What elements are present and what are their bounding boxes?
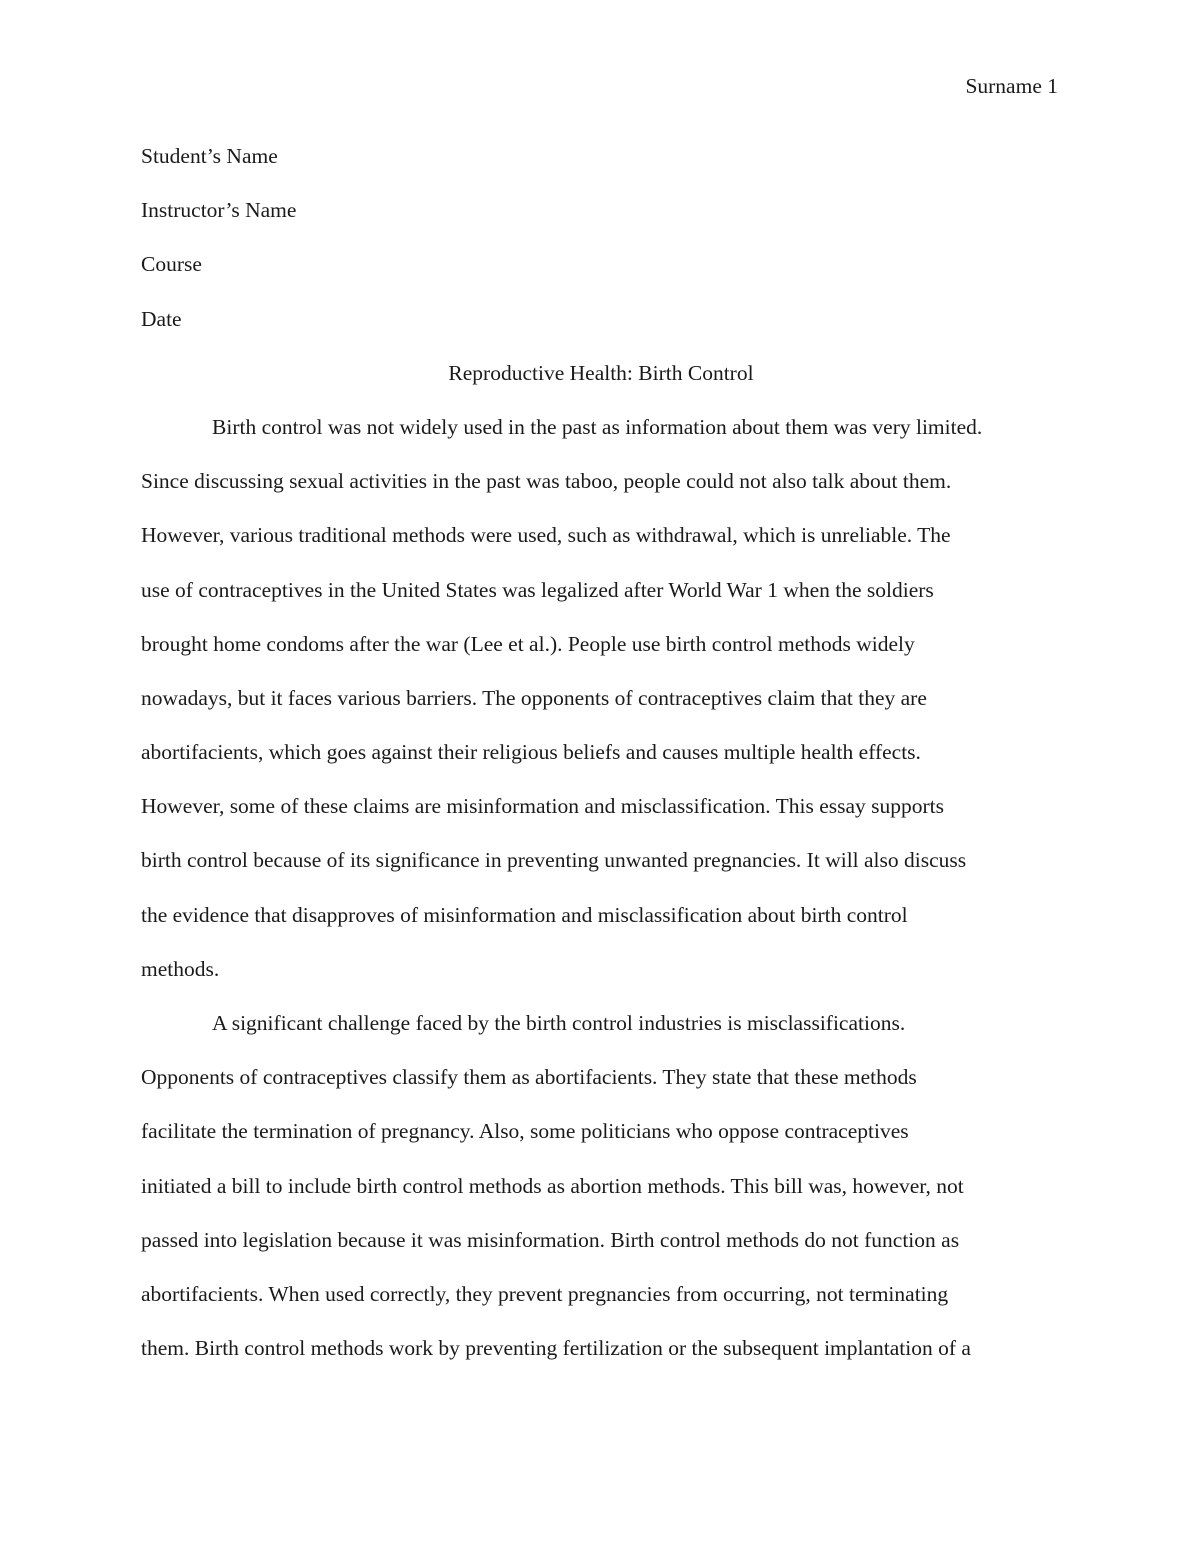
paragraph-line: abortifacients, which goes against their religious beliefs and causes multiple health effects. bbox=[141, 740, 921, 765]
essay-title: Reproductive Health: Birth Control bbox=[448, 360, 754, 385]
paragraph-line: passed into legislation because it was misinformation. Birth control methods do not function as bbox=[141, 1227, 960, 1252]
paragraph-line: Since discussing sexual activities in the past was taboo, people could not also talk about them. bbox=[141, 469, 952, 494]
paragraph-line: Opponents of contraceptives classify them as abortifacients. They state that these methods bbox=[141, 1065, 917, 1090]
paragraph-line: facilitate the termination of pregnancy. Also, some politicians who oppose contraceptives bbox=[141, 1119, 909, 1144]
paragraph-line: A significant challenge faced by the birth control industries is misclassifications. bbox=[212, 1011, 906, 1035]
instructor-name: Instructor’s Name bbox=[141, 198, 297, 223]
paragraph-line: the evidence that disapproves of misinformation and misclassification about birth control bbox=[141, 902, 908, 927]
paragraph-line: nowadays, but it faces various barriers. The opponents of contraceptives claim that they are bbox=[141, 685, 927, 710]
course: Course bbox=[141, 252, 202, 277]
date: Date bbox=[141, 306, 182, 331]
student-name: Student’s Name bbox=[141, 144, 278, 168]
paragraph-1 bbox=[141, 412, 1061, 1008]
paragraph-2 bbox=[141, 1008, 1061, 1387]
running-head: Surname 1 bbox=[965, 74, 1058, 98]
paragraph-line: brought home condoms after the war (Lee et al.). People use birth control methods widely bbox=[141, 631, 915, 656]
paragraph-line: birth control because of its significance in preventing unwanted pregnancies. It will also discuss bbox=[141, 848, 967, 873]
paragraph-line: However, various traditional methods were used, such as withdrawal, which is unreliable. The bbox=[141, 523, 951, 548]
paragraph-line: abortifacients. When used correctly, they prevent pregnancies from occurring, not terminating bbox=[141, 1281, 949, 1306]
paragraph-line: However, some of these claims are misinformation and misclassification. This essay supports bbox=[141, 794, 945, 819]
paragraph-line: initiated a bill to include birth control methods as abortion methods. This bill was, however, not bbox=[141, 1173, 964, 1198]
paragraph-line: Birth control was not widely used in the past as information about them was very limited. bbox=[212, 414, 983, 439]
paragraph-line: methods. bbox=[141, 956, 220, 981]
paragraph-line: them. Birth control methods work by preventing fertilization or the subsequent implantation of a bbox=[141, 1336, 971, 1361]
document-body bbox=[141, 141, 1061, 1387]
paragraph-line: use of contraceptives in the United States was legalized after World War 1 when the soldiers bbox=[141, 577, 934, 602]
